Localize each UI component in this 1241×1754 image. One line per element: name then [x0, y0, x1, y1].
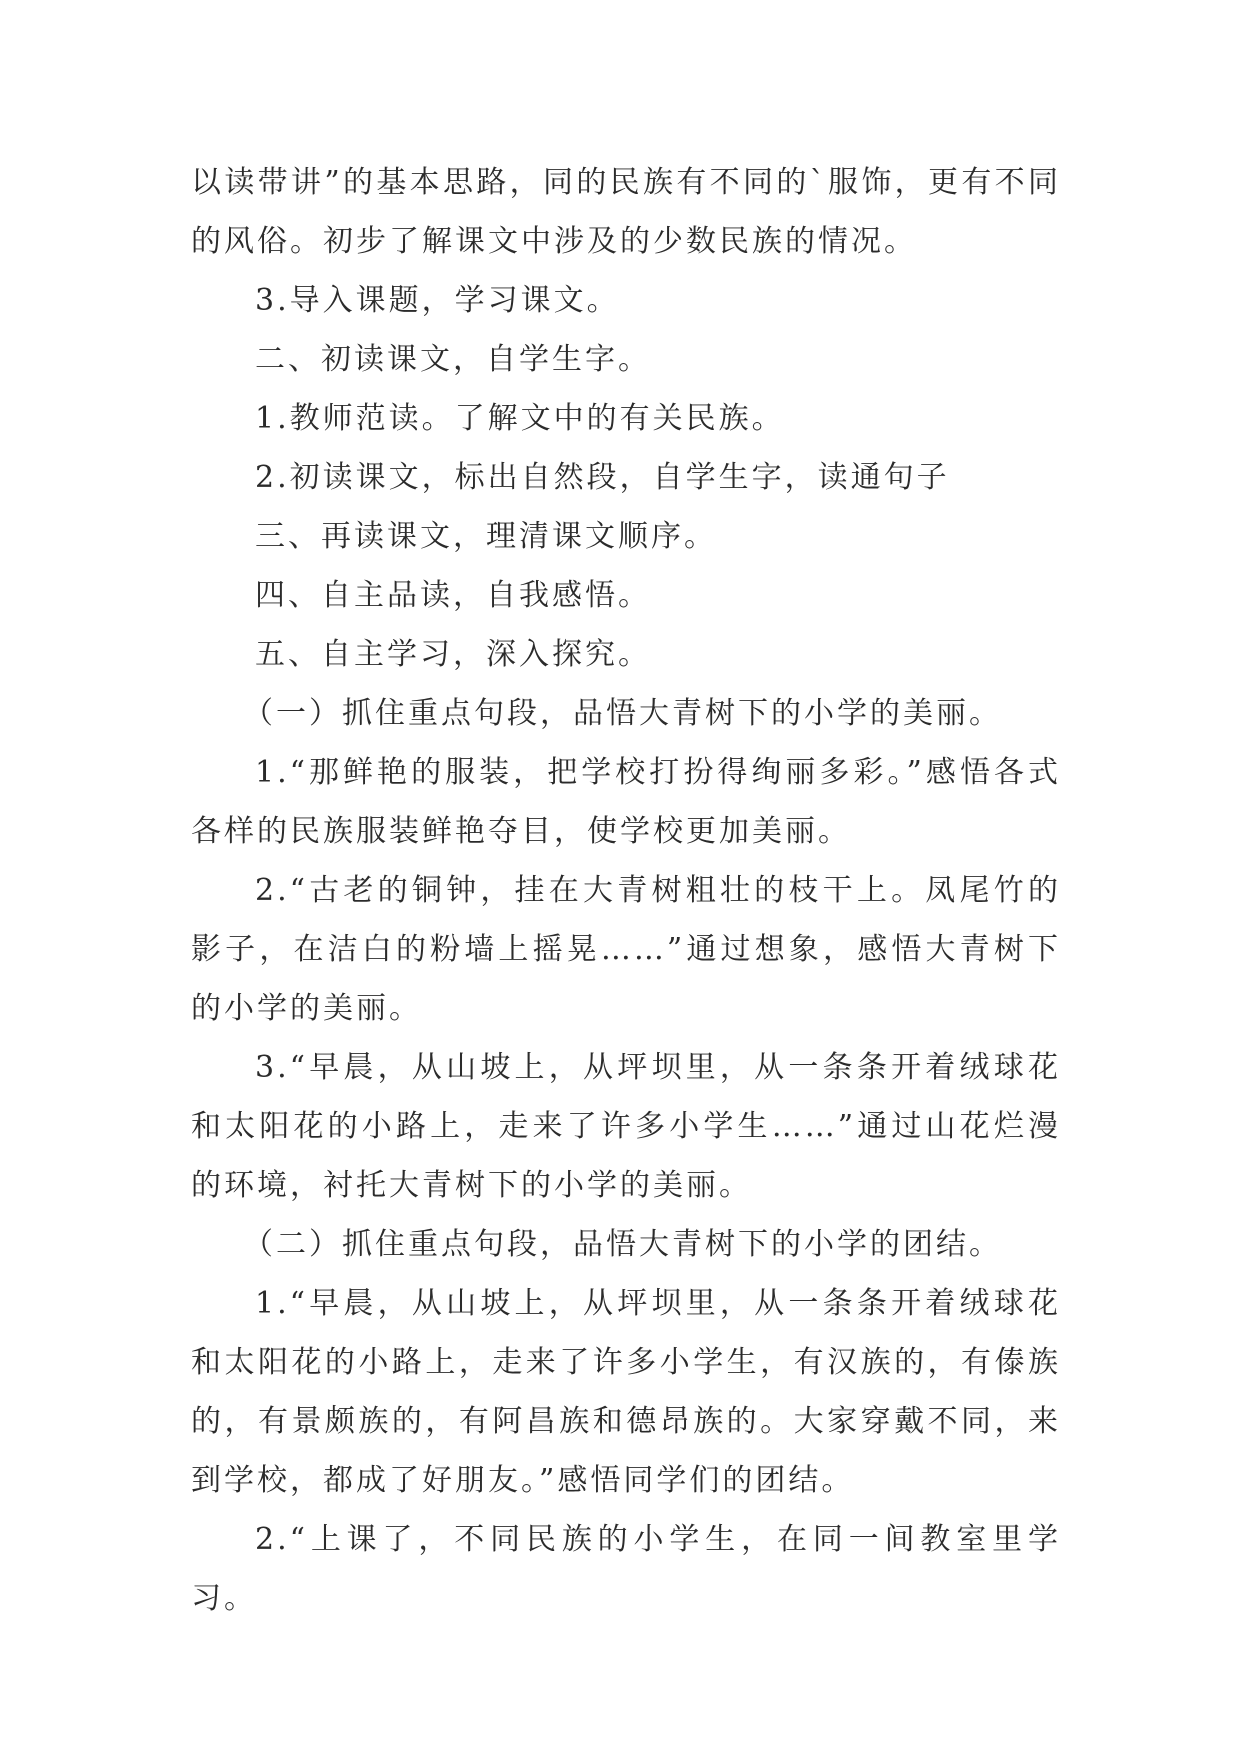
paragraph: 1.教师范读。了解文中的有关民族。	[255, 401, 785, 436]
paragraph: 五、自主学习，深入探究。	[255, 637, 651, 672]
paragraph: 2.“古老的铜钟，挂在大青树粗壮的枝干上。凤尾竹的影子，在洁白的粉墙上摇晃……”通过想象，感悟大青树下的小学的美丽。	[191, 873, 1061, 1026]
paragraph: 1.“早晨，从山坡上，从坪坝里，从一条条开着绒球花和太阳花的小路上，走来了许多小学生，有汉族的，有傣族的，有景颇族的，有阿昌族和德昂族的。大家穿戴不同，来到学校，都成了好朋友。”感悟同学们的团结。	[191, 1286, 1061, 1498]
paragraph: 二、初读课文，自学生字。	[255, 342, 651, 377]
paragraph: 三、再读课文，理清课文顺序。	[255, 519, 717, 554]
paragraph: 2.“上课了，不同民族的小学生，在同一间教室里学习。	[191, 1522, 1061, 1616]
paragraph: 以读带讲”的基本思路，同的民族有不同的`服饰，更有不同的风俗。初步了解课文中涉及的少数民族的情况。	[191, 165, 1061, 259]
document-body	[191, 153, 1061, 1628]
paragraph: 3.导入课题，学习课文。	[255, 283, 620, 318]
paragraph: （一）抓住重点句段，品悟大青树下的小学的美丽。	[243, 696, 1002, 731]
paragraph: 2.初读课文，标出自然段，自学生字，读通句子	[255, 460, 950, 495]
paragraph: 3.“早晨，从山坡上，从坪坝里，从一条条开着绒球花和太阳花的小路上，走来了许多小学生……”通过山花烂漫的环境，衬托大青树下的小学的美丽。	[191, 1050, 1061, 1203]
paragraph: （二）抓住重点句段，品悟大青树下的小学的团结。	[243, 1227, 1002, 1262]
paragraph: 1.“那鲜艳的服装，把学校打扮得绚丽多彩。”感悟各式各样的民族服装鲜艳夺目，使学校更加美丽。	[191, 755, 1061, 849]
paragraph: 四、自主品读，自我感悟。	[255, 578, 651, 613]
